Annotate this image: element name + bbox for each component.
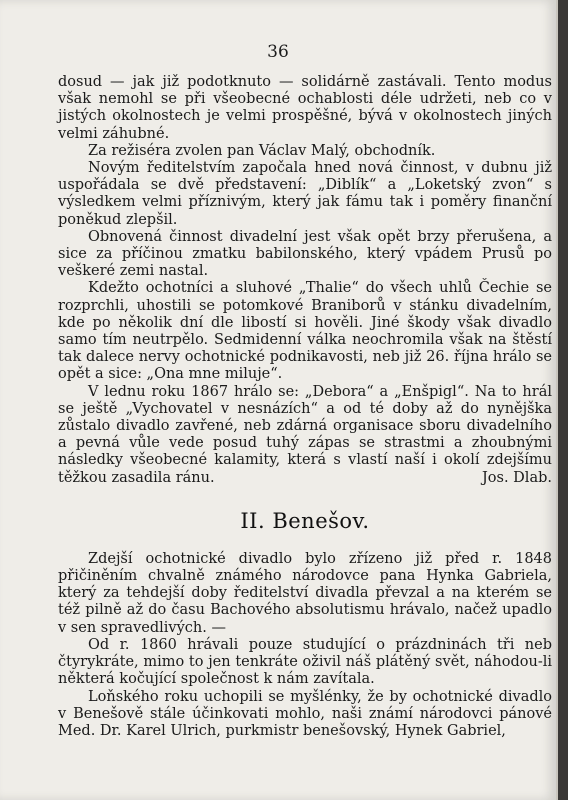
section-heading: II. Benešov. [240, 508, 370, 533]
paragraph: Obnovená činnost divadelní jest však opět brzy přerušena, a sice za příčinou zmatku babilonského, který vpádem Prusů po veškeré zemi nastal. [58, 228, 552, 280]
paragraph-with-signature [58, 384, 552, 487]
paragraph: Kdežto ochotníci a sluhové „Thalie“ do všech uhlů Čechie se rozprchli, uhostili se potomkové Braniborů v stánku divadelním, kde po několik dní dle libostí si hověli. Jiné škody však divadlo samo tím neutrpělo. Sedmidenní válka neochromila však na štěstí tak dalece nervy ochotnické podnikavosti, neb již 26. října hrálo se opět a sice: „Ona mne miluje“. [58, 280, 552, 383]
paragraph: Za režiséra zvolen pan Václav Malý, obchodník. [88, 142, 436, 159]
author-signature: Jos. Dlab. [481, 469, 552, 486]
paragraph: Loňského roku uchopili se myšlénky, že by ochotnické divadlo v Benešově stále účinkovati mohlo, naši známí národovci pánové Med. Dr. Karel Ulrich, purkmistr benešovský, Hynek Gabriel, [58, 688, 552, 739]
paragraph: Od r. 1860 hrávali pouze studující o prázdninách tři neb čtyrykráte, mimo to jen tenkráte oživil náš plátěný svět, náhodou-li některá kočující společnost k nám zavítala. [58, 636, 552, 688]
paragraph: Zdejší ochotnické divadlo bylo zřízeno již před r. 1848 přičiněním chvalně známého národovce pana Hynka Gabriela, který za tehdejší doby ředitelství divadla převzal a na kterém se též pilně až do času Bachového absolutismu hrávalo, načež upadlo v sen spravedlivých. — [58, 550, 552, 636]
paragraph: dosud — jak již podotknuto — solidárně zastávali. Tento modus však nemohl se při všeobecné ochablosti déle udržeti, neb co v jistých okolnostech je velmi prospěšné, bývá v okolnostech jiných velmi záhubné. [58, 74, 552, 142]
page-number: 36 [267, 42, 289, 62]
paragraph: Novým ředitelstvím započala hned nová činnost, v dubnu již uspořádala se dvě představení: „Diblík“ a „Loketský zvon“ s výsledkem velmi příznivým, který jak fámu tak i poměry finanční poněkud zlepšil. [58, 160, 552, 228]
paragraph-text: V lednu roku 1867 hrálo se: „Debora“ a „Enšpigl“. Na to hrál se ještě „Vychovatel v nesnázích“ a od té doby až do nynějška zůstalo divadlo zavřené, neb zdárná organisace sboru divadelního a pevná vůle vede posud tuhý zápas se strastmi a zhoubnými následky všeobecné kalamity, která s vlastí naší i okolí zdejšímu těžkou zasadila ránu. [58, 383, 552, 486]
page-body [58, 74, 552, 740]
